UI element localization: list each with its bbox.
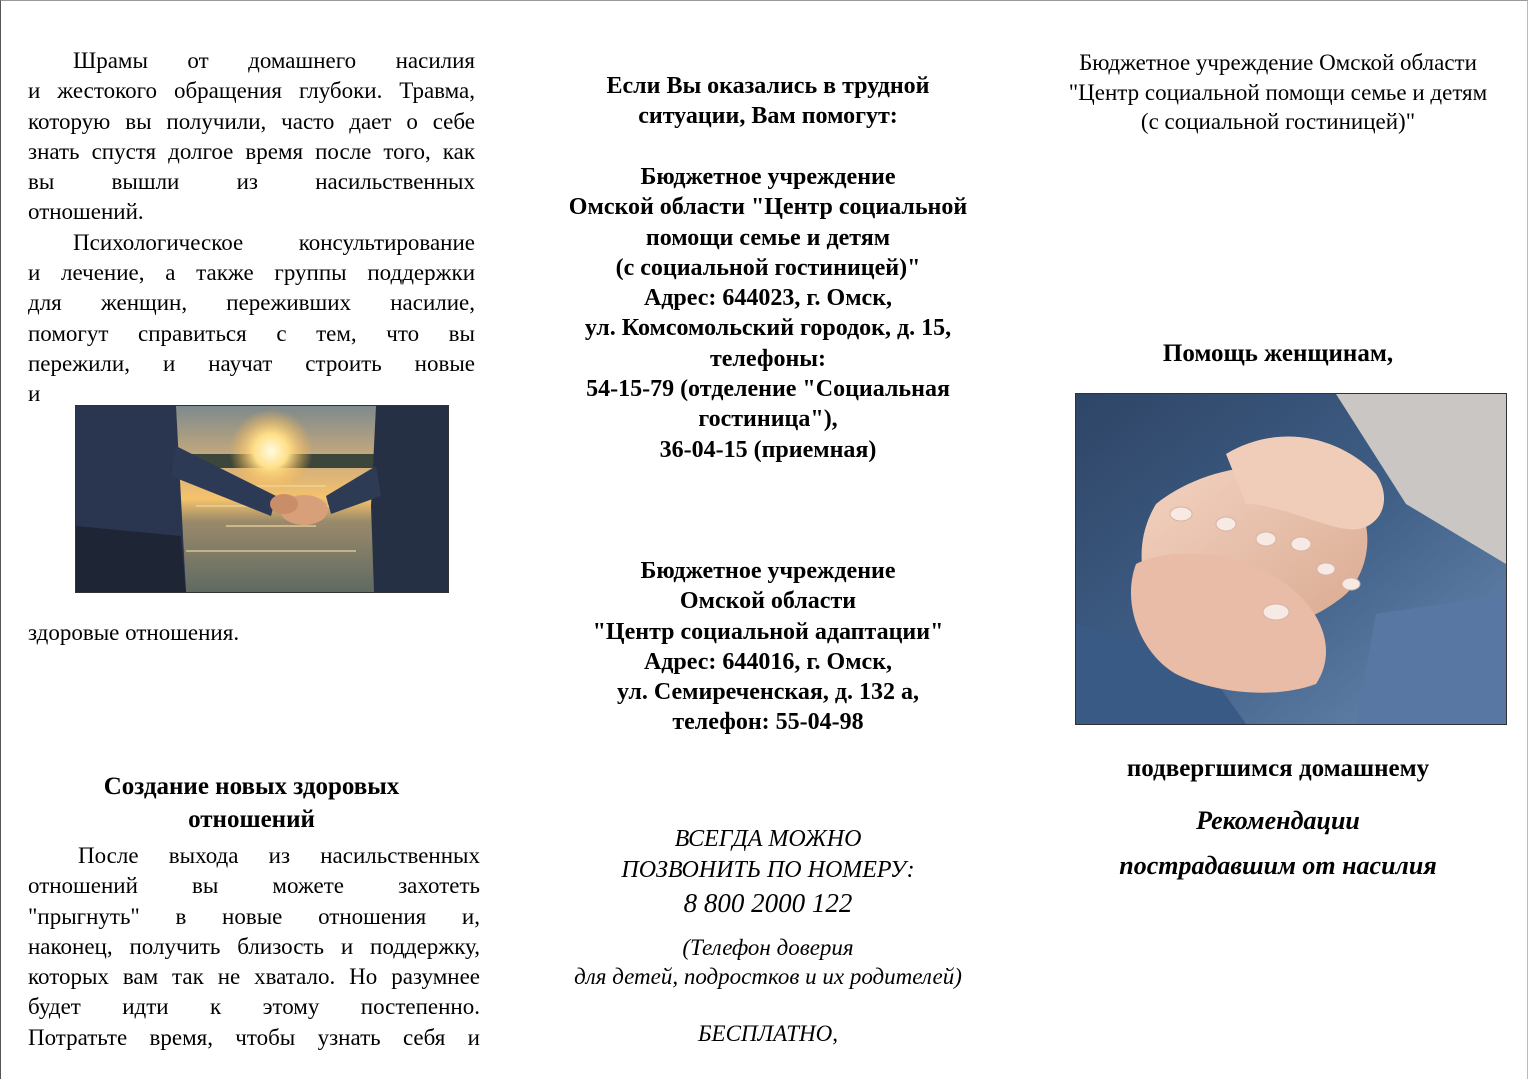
- text-line: для женщин, переживших насилие,: [28, 290, 475, 316]
- intro-line: Если Вы оказались в трудной: [606, 73, 930, 99]
- org-name-line: Бюджетное учреждение Омской области: [1079, 50, 1477, 75]
- text-line: отношений вы можете захотеть: [28, 873, 480, 899]
- text-line: Потратьте время, чтобы узнать себя и: [28, 1024, 480, 1050]
- text-line: пережили, и научат строить новые: [28, 350, 475, 376]
- hotline-number: 8 800 2000 122: [683, 888, 853, 918]
- text-line: "прыгнуть" в новые отношения и,: [28, 903, 480, 929]
- left-after-photo-text: здоровые отношения.: [28, 620, 240, 645]
- org2-address: ул. Семиреченская, д. 132 а,: [617, 679, 919, 706]
- intro-line: ситуации, Вам помогут:: [638, 103, 898, 130]
- org2-phone: телефон: 55-04-98: [672, 709, 864, 736]
- org-name-line: (с социальной гостиницей)": [1140, 109, 1416, 134]
- text-line: наконец, получить близость и поддержку,: [28, 933, 480, 959]
- recommendations-line: пострадавшим от насилия: [1119, 851, 1437, 880]
- hotline-free: БЕСПЛАТНО,: [697, 1021, 839, 1046]
- left-body-text: [28, 841, 480, 1053]
- org1-line: Бюджетное учреждение: [640, 164, 896, 190]
- cover-title: Помощь женщинам,: [1162, 340, 1394, 367]
- text-line: Психологическое консультирование: [73, 229, 475, 255]
- help-intro: [528, 71, 1008, 132]
- heading-line: Создание новых здоровых: [103, 773, 400, 800]
- org1-line: помощи семье и детям: [645, 224, 891, 251]
- org1-line: Омской области "Центр социальной: [568, 194, 968, 221]
- org1-phones-label: телефоны:: [709, 345, 826, 372]
- text-line: которых вам так не хватало. Но разумнее: [28, 964, 480, 990]
- text-line: отношений.: [28, 199, 144, 225]
- heading-line: отношений: [188, 806, 315, 833]
- left-intro-text: [28, 46, 475, 410]
- text-line: Шрамы от домашнего насилия: [73, 48, 475, 73]
- supporting-hands-photo: [1075, 393, 1507, 725]
- org-name-line: "Центр социальной помощи семье и детям: [1068, 79, 1488, 105]
- recommendations-line: Рекомендации: [1196, 806, 1360, 835]
- org1-phone: 36-04-15 (приемная): [659, 436, 877, 463]
- org2-line: "Центр социальной адаптации": [592, 618, 944, 645]
- org2-line: Омской области: [679, 588, 857, 615]
- holding-hands-sunset-photo: [75, 405, 449, 593]
- org1-address: ул. Комсомольский городок, д. 15,: [584, 315, 952, 342]
- text-line: помогут справиться с тем, что вы: [28, 320, 475, 346]
- org1-phone: гостиница"),: [698, 406, 838, 433]
- hotline-note-line: для детей, подростков и их родителей): [574, 964, 962, 989]
- cover-subtitle: подвергшимся домашнему: [1126, 755, 1430, 782]
- hotline-note-line: (Телефон доверия: [682, 935, 854, 960]
- hotline-note: [528, 933, 1008, 991]
- text-line: и: [28, 381, 41, 407]
- org1-address: Адрес: 644023, г. Омск,: [643, 285, 893, 312]
- text-line: будет идти к этому постепенно.: [28, 994, 480, 1020]
- org2-line: Бюджетное учреждение: [640, 558, 896, 584]
- org1-line: (с социальной гостиницей)": [615, 254, 921, 281]
- org1-phone: 54-15-79 (отделение "Социальная: [586, 376, 950, 403]
- text-line: которую вы получили, часто дает о себе: [28, 108, 475, 134]
- cover-org-name: [1042, 48, 1514, 137]
- org2-address: Адрес: 644016, г. Омск,: [643, 648, 893, 675]
- hotline-block: [528, 824, 1008, 920]
- text-line: и лечение, а также группы поддержки: [28, 260, 475, 286]
- hotline-line: ПОЗВОНИТЬ ПО НОМЕРУ:: [621, 857, 915, 883]
- org2-contact-block: [528, 556, 1008, 738]
- left-section-heading: [28, 770, 475, 836]
- text-line: знать спустя долгое время после того, как: [28, 138, 475, 164]
- text-line: вы вышли из насильственных: [28, 169, 475, 195]
- org1-contact-block: [528, 162, 1008, 465]
- cover-recommendations: [1042, 798, 1514, 888]
- text-line: После выхода из насильственных: [78, 843, 480, 868]
- hotline-line: ВСЕГДА МОЖНО: [674, 826, 862, 852]
- text-line: и жестокого обращения глубоки. Травма,: [28, 78, 475, 104]
